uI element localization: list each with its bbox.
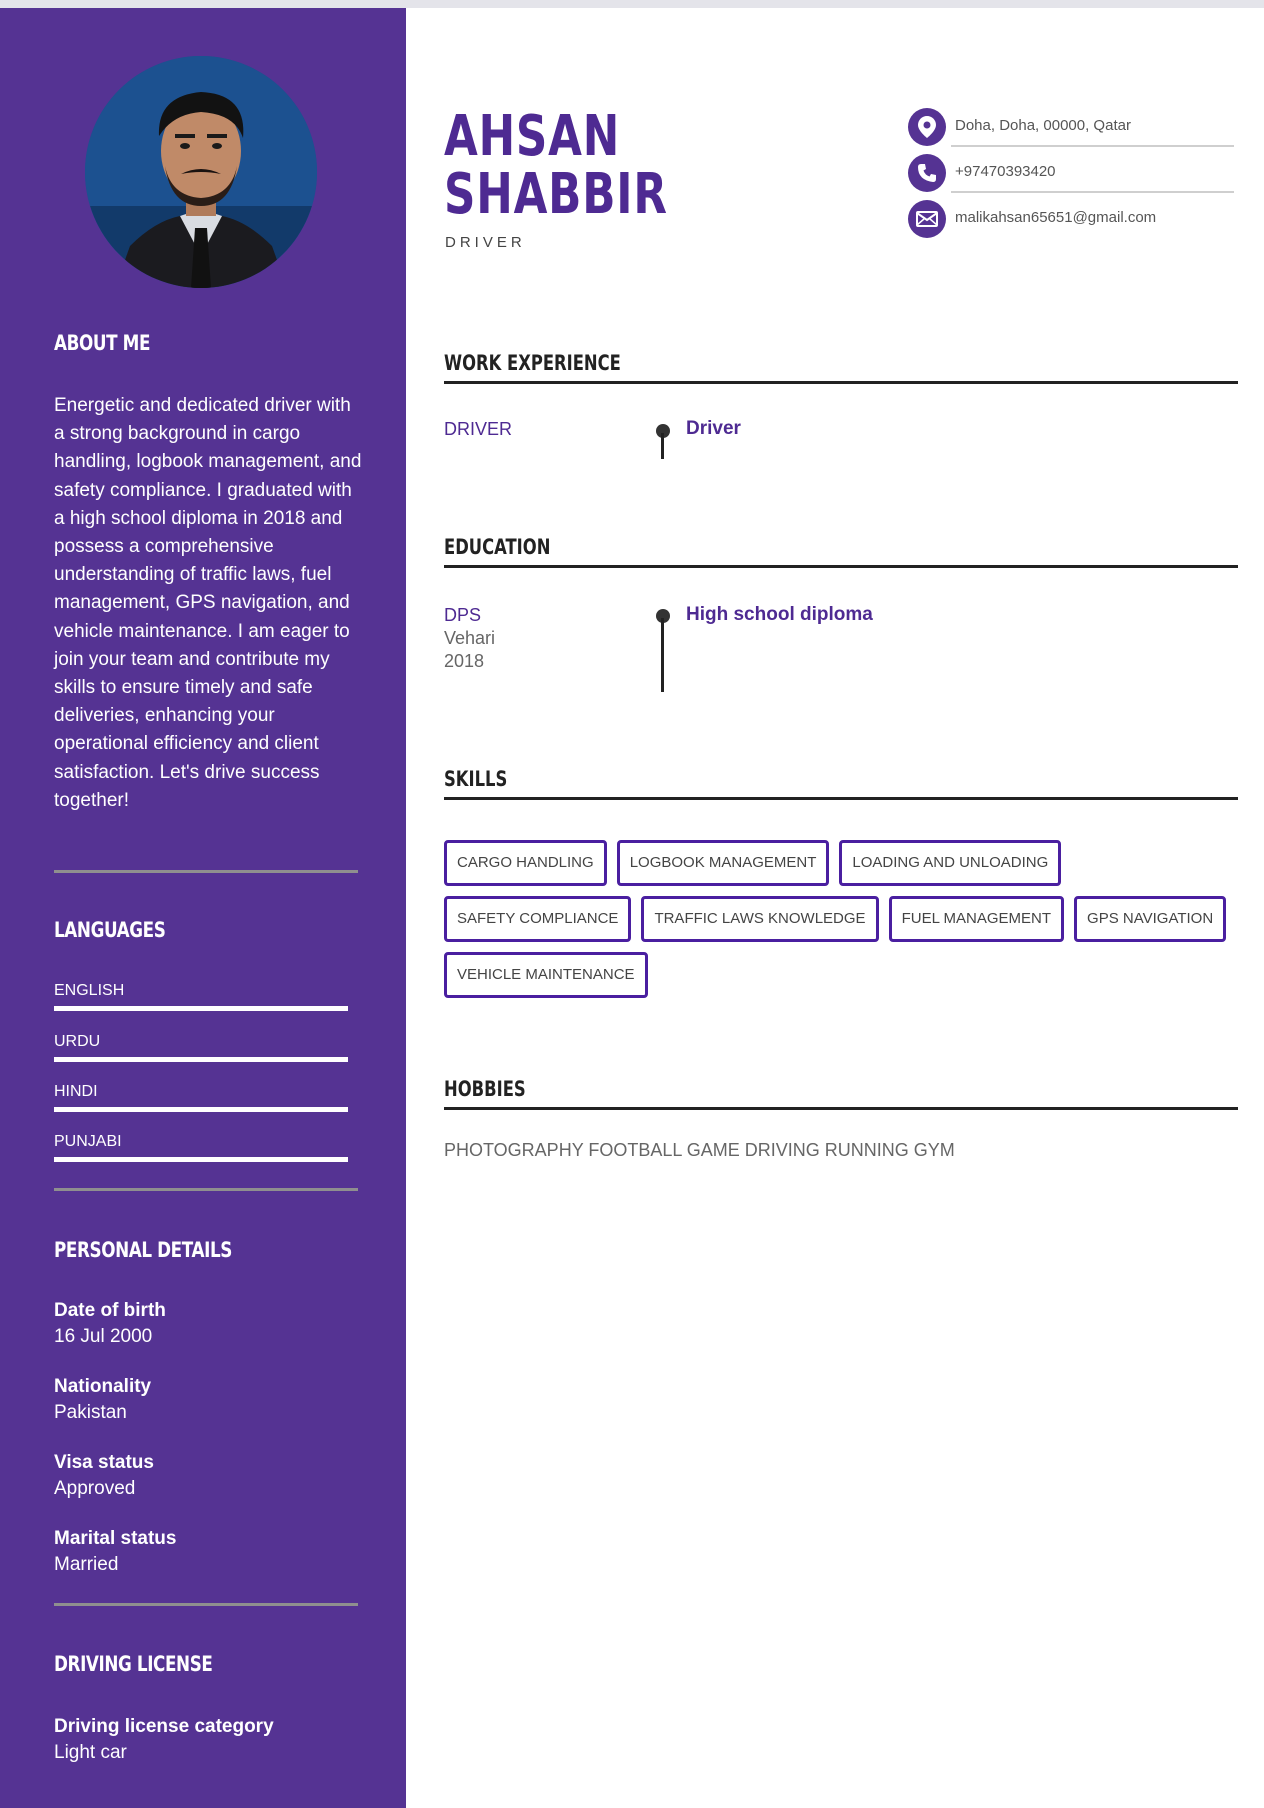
about-heading: ABOUT ME [54, 331, 151, 355]
section-rule [444, 381, 1238, 384]
skill-tag: LOADING AND UNLOADING [839, 840, 1061, 886]
detail-value: Light car [54, 1742, 127, 1763]
skill-tag: VEHICLE MAINTENANCE [444, 952, 648, 998]
education-place: Vehari [444, 628, 496, 648]
skill-tag: TRAFFIC LAWS KNOWLEDGE [641, 896, 878, 942]
work-position: DRIVER [444, 419, 513, 439]
language-level-bar [54, 1157, 348, 1162]
language-name: PUNJABI [54, 1133, 122, 1150]
section-rule [444, 797, 1238, 800]
resume-page [0, 8, 1264, 1808]
language-name: URDU [54, 1033, 101, 1050]
detail-nationality [54, 1374, 374, 1426]
phone-text[interactable]: +97470393420 [955, 163, 1056, 180]
education-school: DPS [444, 605, 482, 625]
timeline-line [661, 433, 664, 459]
location-pin-icon [908, 108, 946, 146]
section-rule [444, 565, 1238, 568]
education-year: 2018 [444, 651, 485, 671]
contact-phone [908, 154, 1234, 192]
mail-icon [908, 200, 946, 238]
language-item [54, 982, 348, 1011]
section-rule [444, 1107, 1238, 1110]
language-item [54, 1033, 348, 1062]
skill-tag: GPS NAVIGATION [1074, 896, 1226, 942]
work-title: Driver [686, 418, 741, 439]
hobbies-text: PHOTOGRAPHY FOOTBALL GAME DRIVING RUNNING GYM [444, 1140, 955, 1160]
detail-visa [54, 1450, 374, 1502]
education-heading: EDUCATION [444, 535, 551, 559]
detail-label: Nationality [54, 1376, 152, 1397]
skill-tag: LOGBOOK MANAGEMENT [617, 840, 830, 886]
detail-label: Marital status [54, 1528, 177, 1549]
language-level-bar [54, 1057, 348, 1062]
language-level-bar [54, 1006, 348, 1011]
language-name: ENGLISH [54, 982, 125, 999]
divider [951, 145, 1234, 147]
detail-value: 16 Jul 2000 [54, 1326, 153, 1347]
divider [54, 870, 358, 873]
language-name: HINDI [54, 1083, 98, 1100]
languages-heading: LANGUAGES [54, 918, 166, 942]
divider [54, 1603, 358, 1606]
detail-value: Pakistan [54, 1402, 127, 1423]
about-text: Energetic and dedicated driver with a strong background in cargo handling, logbook management, and safety compliance. I graduated with a high school diploma in 2018 and possess a comprehensive understanding of traffic laws, fuel management, GPS navigation, and vehicle maintenance. I am eager to join your team and contribute my skills to ensure timely and safe deliveries, enhancing your operational efficiency and client satisfaction. Let's drive success together! [54, 395, 362, 811]
education-title: High school diploma [686, 604, 873, 625]
contact-address [908, 108, 1234, 146]
personal-details-heading: PERSONAL DETAILS [54, 1238, 232, 1262]
skill-tag: FUEL MANAGEMENT [889, 896, 1064, 942]
work-entry-left [444, 418, 512, 441]
skills-heading: SKILLS [444, 767, 508, 791]
language-item [54, 1083, 348, 1112]
contact-email [908, 200, 1234, 238]
divider [951, 191, 1234, 193]
language-item [54, 1133, 348, 1162]
last-name: SHABBIR [444, 162, 668, 227]
hobbies-heading: HOBBIES [444, 1077, 526, 1101]
skill-tag: CARGO HANDLING [444, 840, 607, 886]
detail-marital [54, 1526, 374, 1578]
job-role: DRIVER [445, 234, 526, 251]
profile-photo [85, 56, 317, 288]
driving-license-heading: DRIVING LICENSE [54, 1652, 213, 1676]
detail-value: Married [54, 1554, 119, 1575]
first-name: AHSAN [444, 104, 621, 169]
candidate-name [444, 104, 668, 227]
sidebar [0, 8, 406, 1808]
divider [54, 1188, 358, 1191]
timeline-line [661, 618, 664, 692]
address-text: Doha, Doha, 00000, Qatar [955, 117, 1131, 134]
detail-dob [54, 1298, 374, 1350]
skill-tag: SAFETY COMPLIANCE [444, 896, 631, 942]
language-level-bar [54, 1107, 348, 1112]
detail-license [54, 1714, 374, 1766]
detail-label: Date of birth [54, 1300, 166, 1321]
work-experience-heading: WORK EXPERIENCE [444, 351, 621, 375]
phone-icon [908, 154, 946, 192]
skills-list [444, 840, 1234, 998]
detail-value: Approved [54, 1478, 136, 1499]
education-entry-left [444, 604, 495, 673]
detail-label: Driving license category [54, 1716, 274, 1737]
detail-label: Visa status [54, 1452, 154, 1473]
email-text[interactable]: malikahsan65651@gmail.com [955, 209, 1157, 226]
